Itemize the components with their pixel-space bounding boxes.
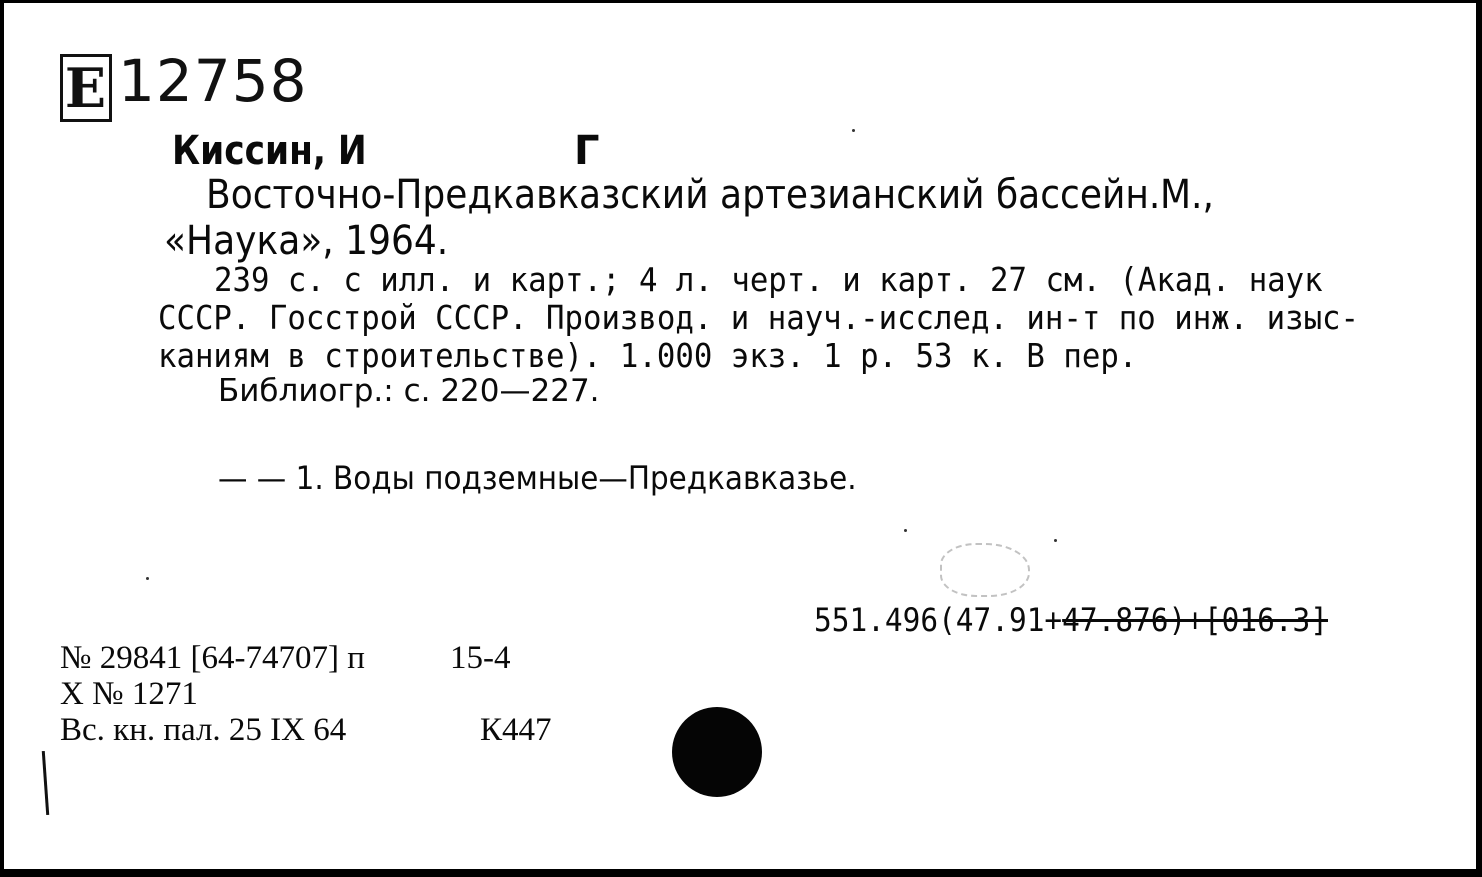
stamp-number: 12758 (118, 47, 308, 115)
library-code: К447 (480, 712, 552, 748)
ink-dot (852, 129, 855, 132)
author-initial: Г (574, 128, 600, 174)
record-number: № 29841 [64-74707] п (60, 640, 365, 676)
description-line-3: каниям в строительстве). 1.000 экз. 1 р. 53 к. В пер. (158, 336, 1138, 375)
title-line-2: «Наука», 1964. (164, 218, 449, 264)
x-number: X № 1271 (60, 676, 198, 712)
faded-stamp-mark (940, 543, 1030, 597)
publisher-place: М., (1160, 172, 1214, 218)
ink-dot (1054, 539, 1057, 542)
pencil-mark (42, 751, 49, 815)
subject-heading: — — 1. Воды подземные—Предкавказье. (218, 459, 857, 497)
ink-dot (146, 577, 149, 580)
description-line-2: СССР. Госстрой СССР. Производ. и науч.-исслед. ин-т по инж. изыс- (158, 298, 1360, 337)
record-code: 15-4 (450, 640, 511, 676)
record-line (60, 639, 511, 677)
ink-dot (904, 529, 907, 532)
udc-main: 551.496(47.91+ (814, 601, 1063, 639)
punch-hole (672, 707, 762, 797)
library-chamber: Вс. кн. пал. 25 IX 64 (60, 712, 347, 748)
stamp-letter: E (60, 54, 112, 122)
title-line-1 (206, 171, 1344, 219)
description-line-1: 239 с. с илл. и карт.; 4 л. черт. и карт. 27 см. (Акад. наук (214, 260, 1323, 299)
author-name: Киссин, И (172, 128, 367, 174)
udc-struck: 47.876)+[016.3] (1062, 601, 1329, 639)
catalog-card (4, 3, 1476, 869)
book-title: Восточно-Предкавказский артезианский бассейн. (206, 172, 1161, 218)
bibliography-note: Библиогр.: с. 220—227. (218, 373, 600, 409)
udc-classification (814, 601, 1328, 639)
library-line (60, 711, 552, 749)
inventory-stamp (60, 43, 308, 120)
